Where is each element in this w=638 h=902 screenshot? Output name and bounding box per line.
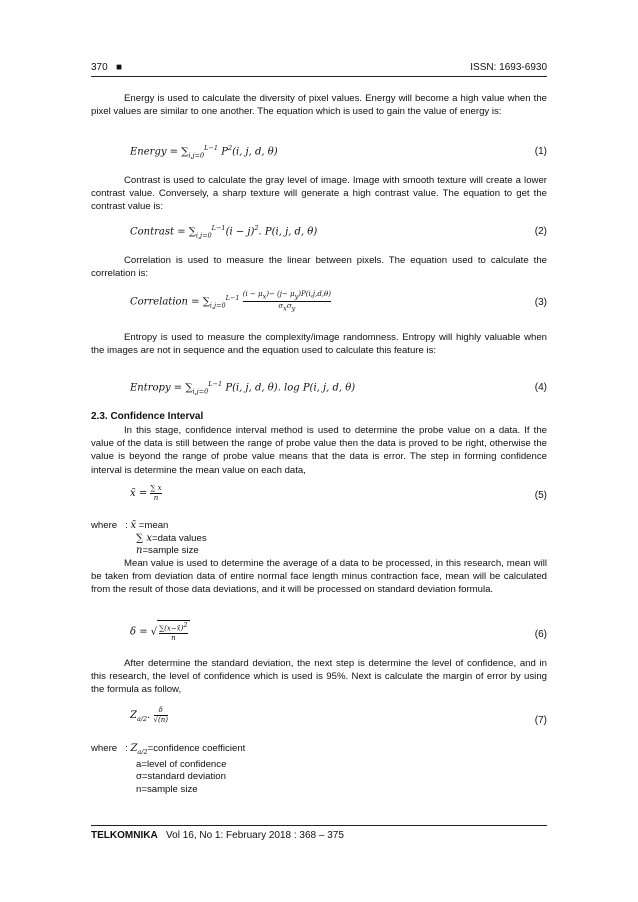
equation-number-4: (4) <box>534 382 547 393</box>
section-heading: 2.3. Confidence Interval <box>91 411 204 422</box>
margin-of-error-equation: $Z_{a/2}$. $\frac{\delta}{√(n)}$ <box>130 706 168 724</box>
contrast-paragraph: Contrast is used to calculate the gray level of image. Image with smooth texture will create a lower contrast value. Conversely, a sharp texture will generate a high contrast value. The equation to get the contrast value is: <box>91 175 547 213</box>
footer <box>91 830 344 841</box>
footer-rule <box>91 825 547 826</box>
footer-details: Vol 16, No 1: February 2018 : 368 – 375 <box>166 830 344 841</box>
page-number: 370 ■ <box>91 62 123 73</box>
entropy-paragraph: Entropy is used to measure the complexity/image randomness. Entropy will highly valuable when the images are not in sequence and the equation used to calculate this feature is: <box>91 332 547 357</box>
equation-number-7: (7) <box>534 715 547 726</box>
issn-label: ISSN: 1693-6930 <box>470 62 547 73</box>
where-block-mean: where : x̄ =mean ∑ x=data values n=sample size <box>91 520 207 557</box>
confidence-paragraph: In this stage, confidence interval method is used to determine the probe value on a data. If the value of the data is still between the range of probe value then the data is proved to be right, otherwise the value is beyond the range of probe value means that the data is error. The step in forming confidence interval is determine the mean value on each data, <box>91 425 547 476</box>
header-rule <box>91 76 547 77</box>
equation-number-6: (6) <box>534 629 547 640</box>
std-deviation-equation: δ = √ $\frac{\sum(x-x̄)^2}{n}$ <box>130 621 188 643</box>
mean-description-paragraph: Mean value is used to determine the average of a data to be processed, in this research, mean will be taken from deviation data of entire normal face length minus contraction face, mean will be calculated from the result of those data deviations, and it will be processed on standard deviation formula. <box>91 558 547 596</box>
equation-number-1: (1) <box>534 146 547 157</box>
equation-number-2: (2) <box>534 226 547 237</box>
where-block-confidence: where : $Z_{a/2}=confidence$ coefficient a=level of confidence σ=standard deviation n=sample size <box>91 743 246 795</box>
correlation-paragraph: Correlation is used to measure the linear between pixels. The equation used to calculate the correlation is: <box>91 255 547 280</box>
contrast-equation: Contrast = $\sum_{i,j=0}^{L-1}(i - j)^2$. P(i, j, d, θ) <box>130 224 318 240</box>
mean-equation: x̄ = $\frac{\sum x}{n}$ <box>130 484 162 502</box>
energy-paragraph: Energy is used to calculate the diversity of pixel values. Energy will become a high value when the pixel values are similar to one another. The equation which is used to gain the value of energy is: <box>91 93 547 118</box>
correlation-equation: Correlation = $\sum_{i,j=0}^{L-1}$ $\frac{(i - \mu_x)- (j- \mu_y)P(i,j,d,\theta)}{\sigma_x\sigma_y}$ <box>130 290 331 313</box>
equation-number-5: (5) <box>534 490 547 501</box>
equation-number-3: (3) <box>534 297 547 308</box>
energy-equation: Energy = $\sum_{i,j=0}^{L-1}$ $P^2(i$, j, d, θ) <box>130 144 278 160</box>
footer-journal: TELKOMNIKA <box>91 830 158 841</box>
entropy-equation: Entropy = $\sum_{i,j=0}^{L-1}$ P(i, j, d, θ). log P(i, j, d, θ) <box>130 380 356 396</box>
after-std-paragraph: After determine the standard deviation, the next step is determine the level of confidence, and in this research, the level of confidence which is used is 95%. Next is calculate the margin of error by using the formula as follow, <box>91 658 547 696</box>
header-marker: ■ <box>116 62 123 73</box>
